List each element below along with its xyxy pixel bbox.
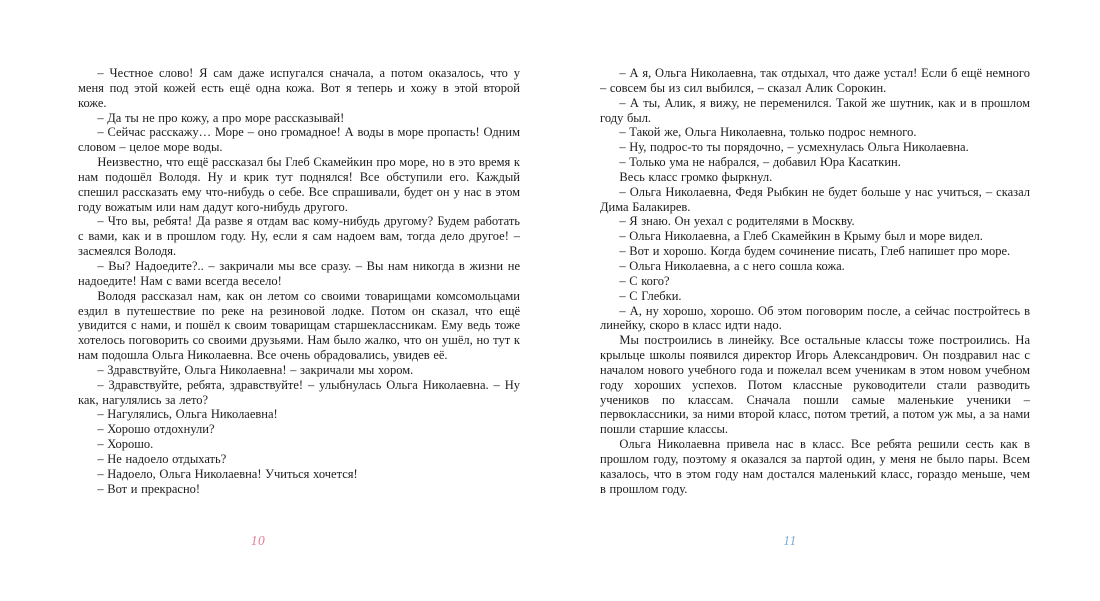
paragraph: – Честное слово! Я сам даже испугался сначала, а потом оказалось, что у меня под этой кожей есть ещё одна кожа. Вот я теперь и хожу в этой второй коже.: [78, 66, 520, 110]
paragraph: – Ольга Николаевна, а Глеб Скамейкин в Крыму был и море видел.: [619, 229, 983, 244]
page-left-text: [78, 66, 520, 496]
paragraph: – Хорошо.: [97, 437, 154, 452]
paragraph: – Да ты не про кожу, а про море рассказывай!: [97, 110, 345, 125]
paragraph: – А я, Ольга Николаевна, так отдыхал, что даже устал! Если б ещё немного – совсем бы из сил выбился, – сказал Алик Сорокин.: [600, 66, 1030, 95]
paragraph: – Ольга Николаевна, Федя Рыбкин не будет больше у нас учиться, – сказал Дима Балакирев.: [600, 184, 1030, 214]
page-number-right: 11: [783, 533, 797, 548]
paragraph: Володя рассказал нам, как он летом со своими товарищами комсомольцами ездил в путешествие по реке на резиновой лодке. Потом он сказал, что ещё увидится с нами, и пошёл к своим товарищам старшеклассникам. Ему ведь тоже хотелось поговорить со своими друзьями. Нам было жалко, что он ушёл, но тут к нам подошла Ольга Николаевна. Все очень обрадовались, увидев её.: [78, 288, 520, 363]
paragraph: – Нагулялись, Ольга Николаевна!: [97, 407, 278, 422]
paragraph: – Что вы, ребята! Да разве я отдам вас кому-нибудь другому? Будем работать с вами, как и в прошлом году. Ну, если я сам надоем вам, тогда дело другое! – засмеялся Володя.: [78, 214, 520, 259]
paragraph: – Здравствуйте, Ольга Николаевна! – закричали мы хором.: [97, 362, 414, 377]
paragraph: – Вот и хорошо. Когда будем сочинение писать, Глеб напишет про море.: [619, 244, 1011, 259]
paragraph: – Сейчас расскажу… Море – оно громадное! А воды в море пропасть! Одним словом – целое море воды.: [78, 125, 520, 155]
page-number-left: 10: [250, 533, 266, 548]
paragraph: Мы построились в линейку. Все остальные классы тоже построились. На крыльце школы появился директор Игорь Александрович. Он поздравил нас с началом нового учебного года и пожелал всем ученикам в этом новом учебном году хороших успехов. Потом классные руководители стали разводить учеников по классам. Сначала пошли самые маленькие ученики – первоклассники, за ними второй класс, потом третий, а потом уж мы, а за нами пошли старшие классы.: [600, 333, 1030, 437]
paragraph: – Здравствуйте, ребята, здравствуйте! – улыбнулась Ольга Николаевна. – Ну как, нагулялись за лето?: [78, 377, 520, 407]
paragraph: – Хорошо отдохнули?: [97, 422, 215, 437]
paragraph: – Я знаю. Он уехал с родителями в Москву.: [619, 214, 855, 229]
paragraph: – А, ну хорошо, хорошо. Об этом поговорим после, а сейчас постройтесь в линейку, скоро в класс идти надо.: [600, 303, 1030, 333]
paragraph: – С Глебки.: [619, 288, 682, 303]
paragraph: – Вы? Надоедите?.. – закричали мы все сразу. – Вы нам никогда в жизни не надоедите! Нам с вами всегда весело!: [78, 258, 520, 288]
page-right-text: [600, 66, 1030, 496]
paragraph: – Ольга Николаевна, а с него сошла кожа.: [619, 258, 845, 273]
paragraph: – Надоело, Ольга Николаевна! Учиться хочется!: [97, 466, 358, 481]
paragraph: – Такой же, Ольга Николаевна, только подрос немного.: [619, 125, 917, 140]
page-right: [550, 0, 1100, 601]
paragraph: Неизвестно, что ещё рассказал бы Глеб Скамейкин про море, но в это время к нам подошёл Володя. Ну и крик тут поднялся! Все обступили его. Каждый спешил рассказать ему что-нибудь о себе. Все спрашивали, будет он у нас в этом году вожатым или нам дадут кого-нибудь другого.: [78, 155, 520, 214]
paragraph: – Только ума не набрался, – добавил Юра Касаткин.: [619, 155, 901, 170]
paragraph: – Вот и прекрасно!: [97, 481, 201, 496]
paragraph: Весь класс громко фыркнул.: [619, 169, 773, 184]
paragraph: Ольга Николаевна привела нас в класс. Все ребята решили сесть как в прошлом году, поэтому я оказался за партой один, у меня не было пары. Всем казалось, что в этом году нам достался маленький класс, гораздо меньше, чем в прошлом году.: [600, 437, 1030, 496]
paragraph: – Не надоело отдыхать?: [97, 451, 227, 466]
paragraph: – А ты, Алик, я вижу, не переменился. Такой же шутник, как и в прошлом году был.: [600, 95, 1030, 125]
paragraph: – Ну, подрос-то ты порядочно, – усмехнулась Ольга Николаевна.: [619, 140, 969, 155]
paragraph: – С кого?: [619, 273, 670, 288]
